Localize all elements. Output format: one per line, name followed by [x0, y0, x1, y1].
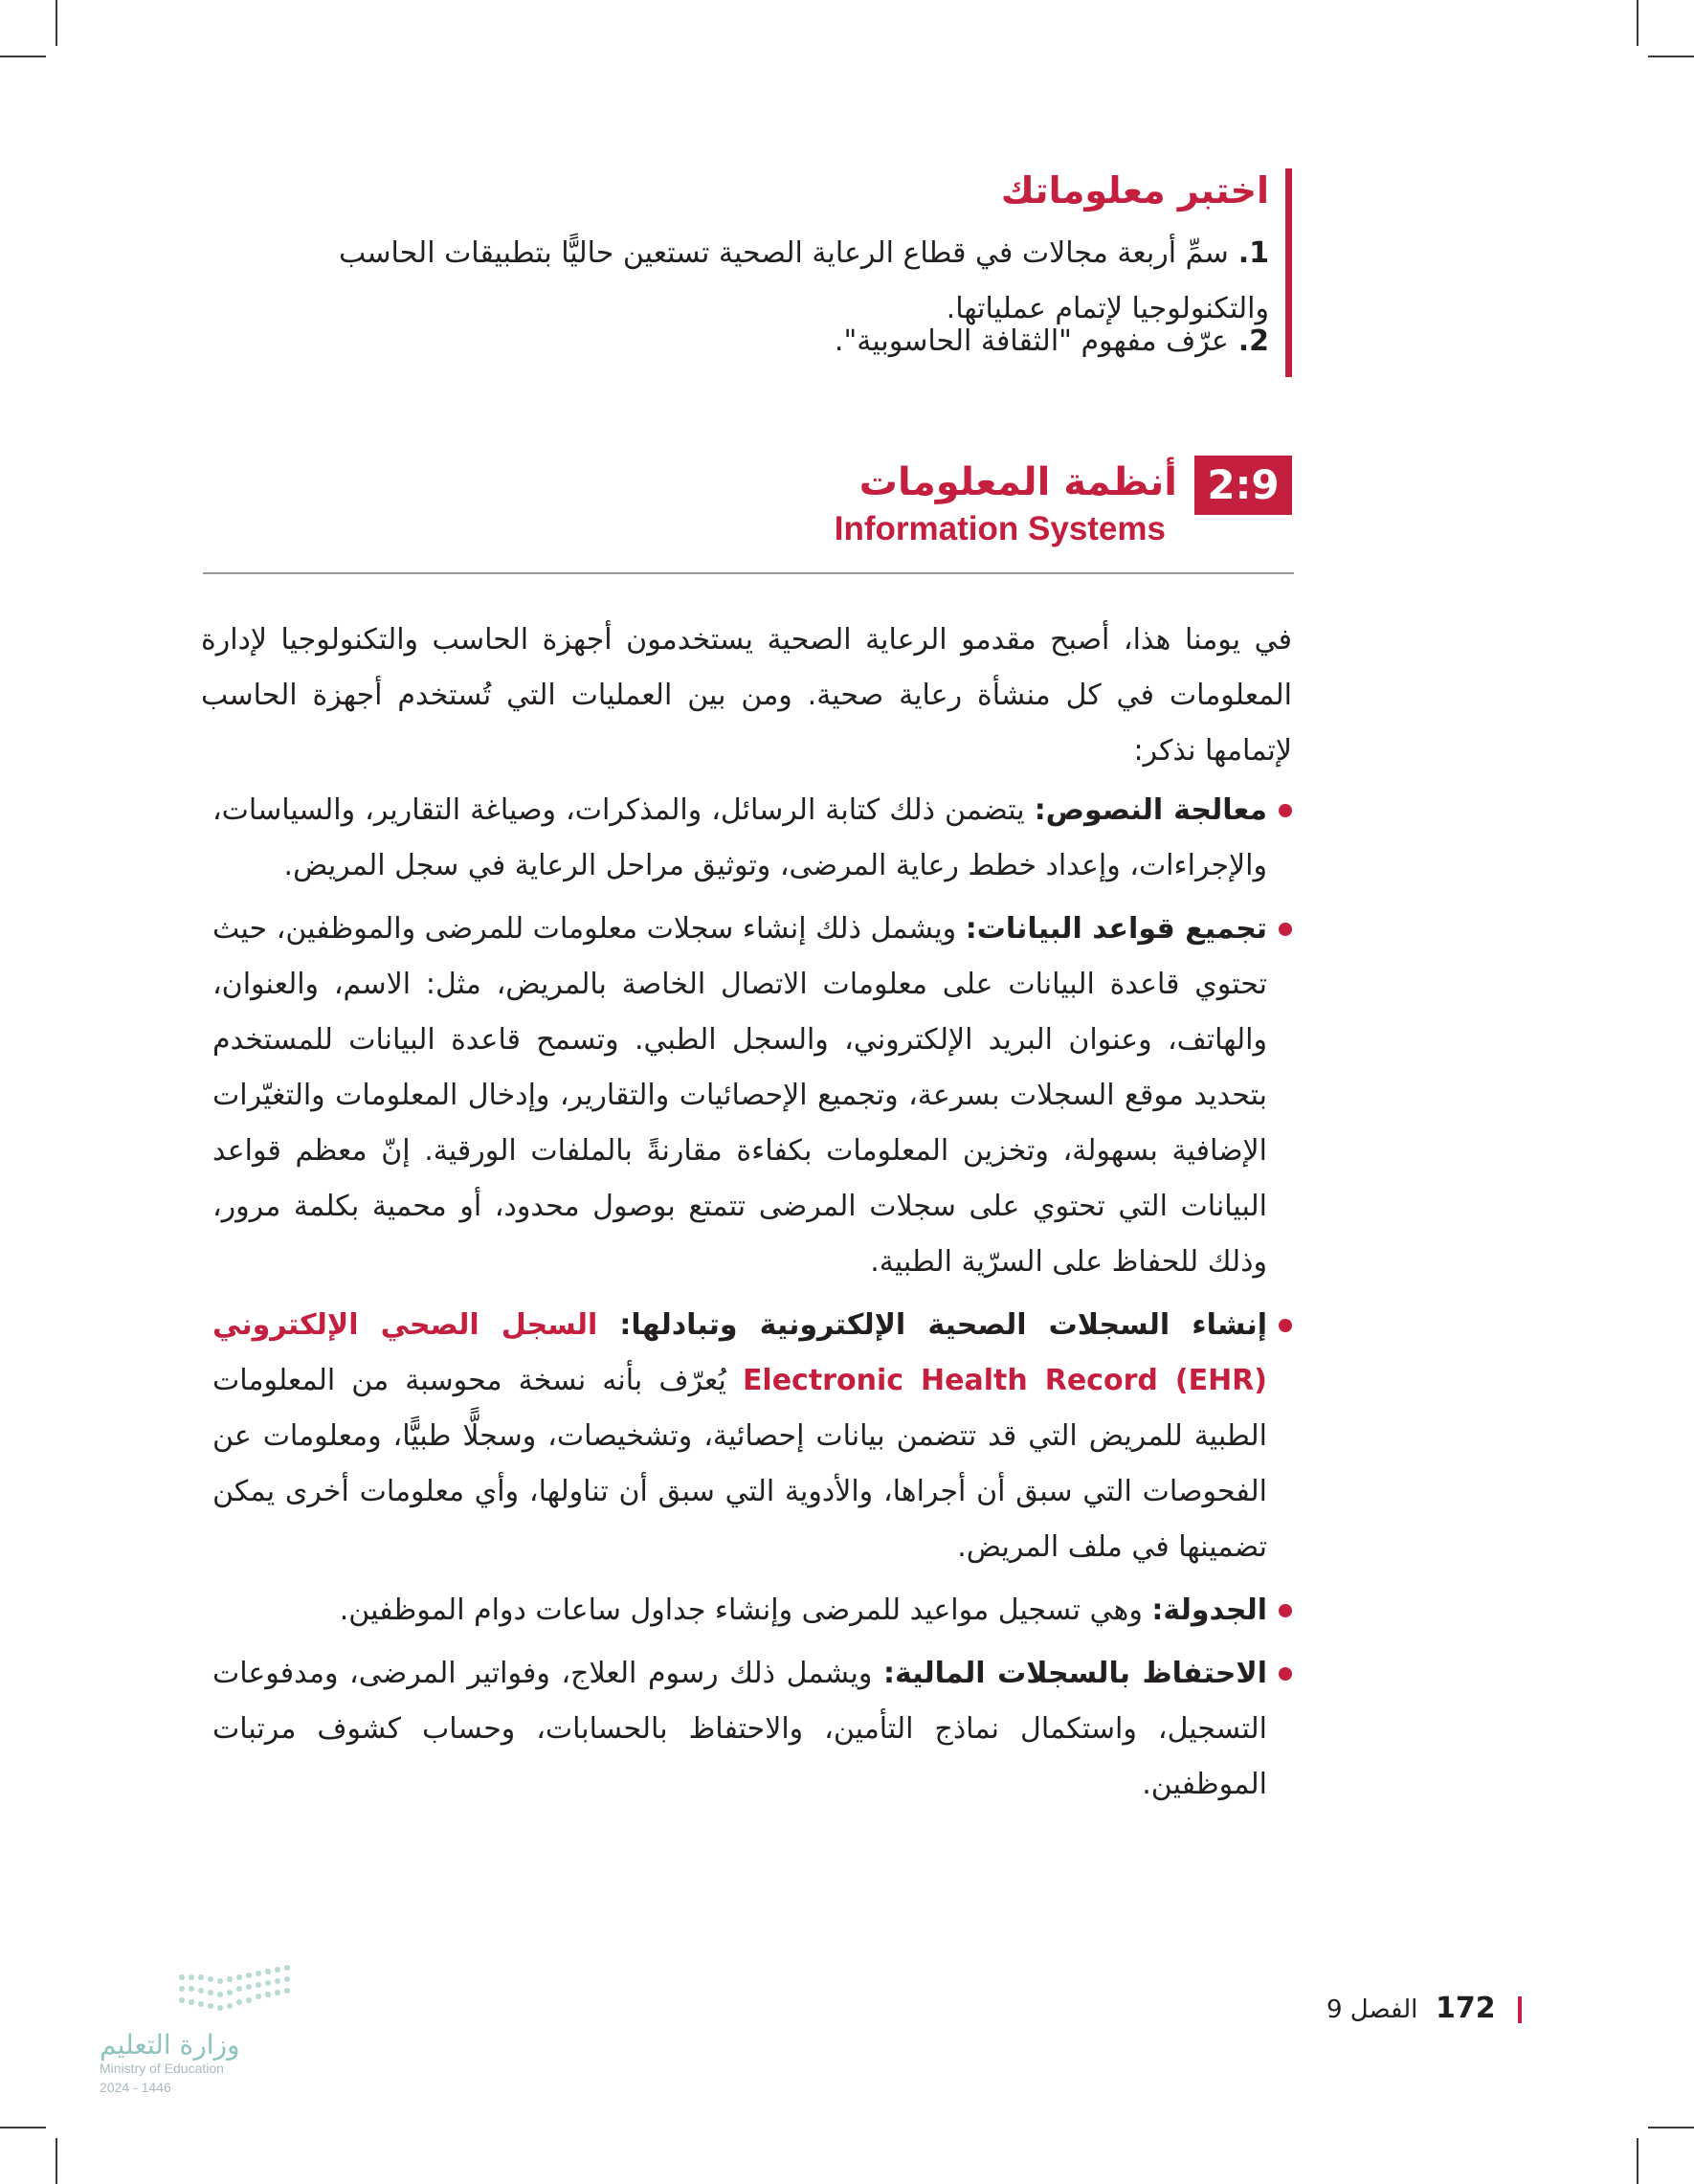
ministry-year: 2024 - 1446 — [100, 2080, 171, 2095]
quiz-box — [191, 168, 1292, 377]
bullet-icon — [1279, 1319, 1292, 1332]
crop-mark — [56, 0, 57, 46]
crop-mark — [1637, 0, 1638, 46]
bullet-text: ويشمل ذلك رسوم العلاج، وفواتير المرضى، ومدفوعات التسجيل، واستكمال نماذج التأمين، والاحتفاظ بالحسابات، وحساب كشوف مرتبات الموظفين. — [212, 1657, 1267, 1801]
quiz-item-text: عرّف مفهوم "الثقافة الحاسوبية". — [834, 324, 1229, 358]
crop-mark — [0, 2127, 46, 2128]
ehr-term-highlight: السجل الصحي الإلكتروني Electronic Health Record (EHR) — [212, 1308, 1267, 1397]
ministry-name-arabic: وزارة التعليم — [100, 2029, 240, 2061]
list-item — [212, 1583, 1292, 1638]
bullet-term: تجميع قواعد البيانات: — [965, 912, 1267, 946]
page-number: 172 — [1436, 1992, 1496, 2025]
bullet-icon — [1279, 1667, 1292, 1681]
list-item — [212, 783, 1292, 894]
quiz-title: اختبر معلوماتك — [1000, 169, 1269, 212]
crop-mark — [1648, 2127, 1694, 2128]
section-title-english: Information Systems — [834, 510, 1166, 547]
quiz-item-number: 1. — [1237, 236, 1269, 270]
crop-mark — [1648, 56, 1694, 57]
bullet-text: وهي تسجيل مواعيد للمرضى وإنشاء جداول ساعات دوام الموظفين. — [339, 1593, 1152, 1627]
chapter-label: الفصل 9 — [1326, 1995, 1418, 2024]
bullet-term: الجدولة: — [1151, 1593, 1267, 1627]
bullet-text: يُعرّف بأنه نسخة محوسبة من المعلومات الطبية للمريض التي قد تتضمن بيانات إحصائية، وتشخيصات، وسجلًّا طبيًّا، ومعلومات عن الفحوصات التي سبق أن أجراها، والأدوية التي سبق أن تناولها، وأي معلومات أخرى يمكن تضمينها في ملف المريض. — [212, 1364, 1267, 1564]
list-item — [212, 1646, 1292, 1813]
crop-mark — [0, 56, 46, 57]
quiz-item-text: سمِّ أربعة مجالات في قطاع الرعاية الصحية تستعين حاليًّا بتطبيقات الحاسب والتكنولوجيا لإتمام عملياتها. — [338, 236, 1269, 325]
crop-mark — [56, 2138, 57, 2184]
intro-paragraph: في يومنا هذا، أصبح مقدمو الرعاية الصحية يستخدمون أجهزة الحاسب والتكنولوجيا لإدارة المعلومات في كل منشأة رعاية صحية. ومن بين العمليات التي تُستخدم أجهزة الحاسب لإتمامها نذكر: — [201, 623, 1292, 768]
ministry-name-english: Ministry of Education — [100, 2061, 224, 2076]
list-item — [212, 1298, 1292, 1575]
bullet-icon — [1279, 804, 1292, 817]
quiz-accent-bar — [1285, 168, 1292, 377]
list-item — [212, 902, 1292, 1290]
quiz-item — [235, 314, 1269, 369]
bullet-icon — [1279, 1604, 1292, 1617]
section-divider — [203, 572, 1294, 574]
section-title-arabic: أنظمة المعلومات — [858, 460, 1177, 504]
bullet-text: ويشمل ذلك إنشاء سجلات معلومات للمرضى والموظفين، حيث تحتوي قاعدة البيانات على معلومات الاتصال الخاصة بالمريض، مثل: الاسم، والعنوان، والهاتف، وعنوان البريد الإلكتروني، والسجل الطبي. وتسمح قاعدة البيانات للمستخدم بتحديد موقع السجلات بسرعة، وتجميع الإحصائيات والتقارير، وإدخال المعلومات والتغيّرات الإضافية بسهولة، وتخزين المعلومات بكفاءة مقارنةً بالملفات الورقية. إنّ معظم قواعد البيانات التي تحتوي على سجلات المرضى تتمتع بوصول محدود، أو محمية بكلمة مرور، وذلك للحفاظ على السرّية الطبية. — [212, 912, 1267, 1279]
bullet-list — [212, 783, 1292, 1820]
bullet-term: الاحتفاظ بالسجلات المالية: — [882, 1657, 1268, 1690]
crop-mark — [1637, 2138, 1638, 2184]
bullet-icon — [1279, 923, 1292, 936]
bullet-term: إنشاء السجلات الصحية الإلكترونية وتبادلها: — [619, 1308, 1267, 1342]
bullet-term: معالجة النصوص: — [1034, 793, 1267, 827]
quiz-item-number: 2. — [1237, 324, 1269, 358]
section-number-badge: 2:9 — [1194, 456, 1292, 515]
bullet-text: يتضمن ذلك كتابة الرسائل، والمذكرات، وصياغة التقارير، والسياسات، والإجراءات، وإعداد خطط رعاية المرضى، وتوثيق مراحل الرعاية في سجل المريض. — [212, 793, 1267, 882]
footer-accent-bar — [1518, 1996, 1522, 2023]
